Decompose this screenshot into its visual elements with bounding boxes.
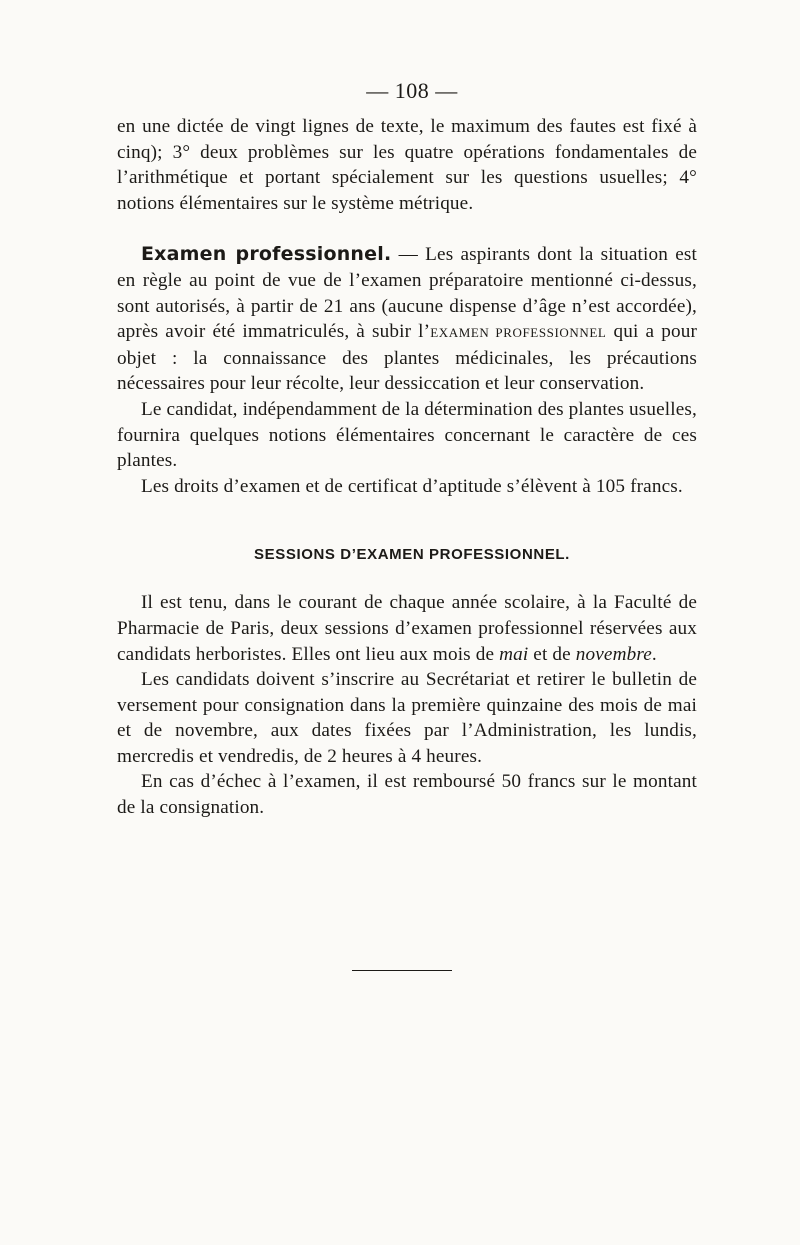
examen-small-caps: EXAMEN PROFESSIONNEL [430,325,607,341]
paragraph-echec: En cas d’échec à l’examen, il est remboursé 50 francs sur le montant de la consignation. [117,771,697,819]
sessions-text-before: Il est tenu, dans le courant de chaque année scolaire, à la Faculté de Pharmacie de Paris, deux sessions d’examen professionnel réservées aux candidats herboristes. Elles ont lieu aux mois de [117,592,697,665]
month-novembre: novembre [575,643,652,665]
examen-text-after: qui a pour objet : la connaissance des plantes médicinales, les précautions nécessaires pour leur récolte, leur dessiccation et leur conservation. [117,321,698,395]
paragraph-examen-professionnel [117,242,697,397]
paragraph-droits: Les droits d’examen et de certificat d’aptitude s’élèvent à 105 francs. [141,475,683,497]
month-mai: mai [499,643,529,665]
paragraph-candidat: Le candidat, indépendamment de la détermination des plantes usuelles, fournira quelques notions élémentaires concernant le caractère de ces plantes. [117,398,697,472]
paragraph-spacer [117,216,697,242]
document-page [117,78,697,821]
paragraph-inscription: Les candidats doivent s’inscrire au Secrétariat et retirer le bulletin de versement pour consignation dans la première quinzaine des mois de mai et de novembre, aux dates fixées par l’Administration, les lundis, mercredis et vendredis, de 2 heures à 4 heures. [117,669,697,767]
sessions-text-end: . [651,643,657,665]
sessions-text-mid: et de [528,643,576,665]
paragraph-sessions [117,590,697,667]
end-rule [352,970,452,971]
examen-text-before: — Les aspirants dont la situation est en règle au point de vue de l’examen préparatoire mentionné ci-dessus, sont autorisés, à partir de 21 ans (aucune dispense d’âge n’est accordée), après avoir été immatriculés, à subir l’ [117,244,697,343]
page-number: — 108 — [366,78,458,103]
section-heading-examen: Examen professionnel. [141,243,392,266]
section-title-sessions: SESSIONS D’EXAMEN PROFESSIONNEL. [254,546,570,564]
paragraph-dictee: en une dictée de vingt lignes de texte, le maximum des fautes est fixé à cinq); 3° deux problèmes sur les quatre opérations fondamentales de l’arithmétique et portant spécialement sur les questions usuelles; 4° notions élémentaires sur le système métrique. [117,116,697,214]
